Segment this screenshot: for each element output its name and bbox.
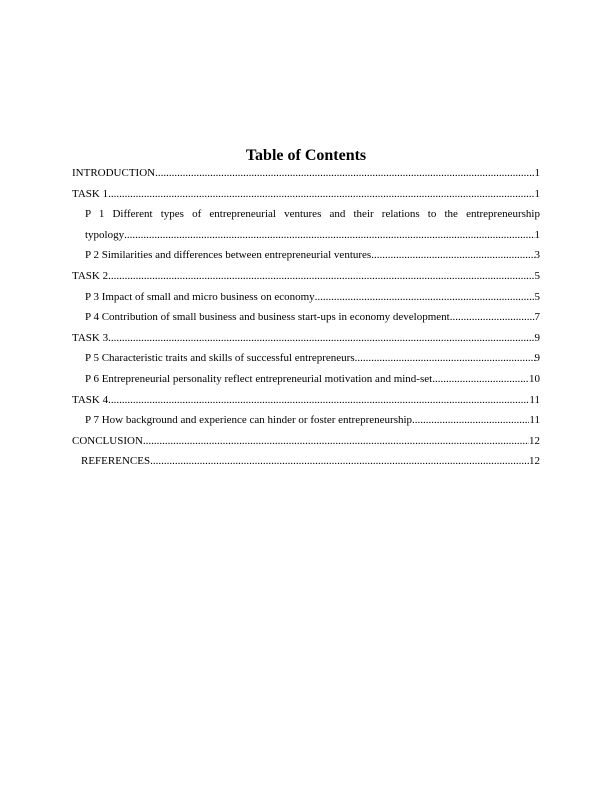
- toc-entry-label: TASK 2: [72, 269, 109, 282]
- toc-entry-page: 12: [529, 434, 540, 447]
- toc-entry-label: P 5 Characteristic traits and skills of successful entrepreneurs: [85, 352, 355, 365]
- toc-entry-label: REFERENCES: [81, 455, 151, 468]
- toc-entry-page: 12: [529, 455, 540, 468]
- dot-leader: [315, 287, 535, 308]
- toc-entry-page: 7: [534, 311, 540, 324]
- toc-entry-label: TASK 1: [72, 187, 109, 200]
- dot-leader: [355, 348, 535, 369]
- toc-entry-page: 11: [529, 414, 540, 427]
- toc-entry-label: CONCLUSION: [72, 434, 143, 447]
- toc-entry-p3[interactable]: [72, 287, 540, 308]
- toc-entry-p6[interactable]: [72, 369, 540, 390]
- toc-entry-page: 5: [534, 290, 540, 303]
- toc-entry-page: 5: [534, 269, 540, 282]
- dot-leader: [450, 307, 535, 328]
- toc-entry-page: 1: [534, 187, 540, 200]
- toc-entry-page: 3: [534, 249, 540, 262]
- toc-entry-task-2[interactable]: [72, 266, 540, 287]
- toc-entry-conclusion[interactable]: [72, 431, 540, 452]
- toc-entry-task-1[interactable]: [72, 184, 540, 205]
- toc-entry-label: P 7 How background and experience can hinder or foster entrepreneurship: [85, 414, 413, 427]
- toc-entry-label: P 3 Impact of small and micro business on economy: [85, 290, 315, 303]
- toc-entry-label-line1: P 1 Different types of entrepreneurial ventures and their relations to the entrepreneurship: [85, 208, 540, 221]
- toc-entry-references[interactable]: [72, 451, 540, 472]
- dot-leader: [108, 184, 534, 205]
- toc-entry-p4[interactable]: [72, 307, 540, 328]
- toc-title: Table of Contents: [245, 147, 367, 164]
- toc-entry-task-3[interactable]: [72, 328, 540, 349]
- toc-entry-introduction[interactable]: [72, 163, 540, 184]
- toc-entry-task-4[interactable]: [72, 390, 540, 411]
- dot-leader: [150, 451, 529, 472]
- toc-entry-label-line2: typology: [85, 228, 125, 241]
- toc-entry-page: 1: [534, 167, 540, 179]
- toc-entry-p5[interactable]: [72, 348, 540, 369]
- toc-list: [72, 163, 540, 472]
- toc-entry-label: P 6 Entrepreneurial personality reflect entrepreneurial motivation and mind-set: [85, 372, 433, 385]
- dot-leader: [108, 390, 529, 411]
- toc-entry-p7[interactable]: [72, 410, 540, 431]
- toc-entry-page: 9: [534, 352, 540, 365]
- dot-leader: [108, 328, 534, 349]
- toc-entry-label: TASK 4: [72, 393, 109, 406]
- dot-leader: [371, 245, 534, 266]
- toc-entry-page: 10: [529, 372, 540, 385]
- toc-entry-label: P 2 Similarities and differences between entrepreneurial ventures: [85, 249, 372, 262]
- dot-leader: [108, 266, 534, 287]
- toc-entry-p1[interactable]: [72, 204, 540, 245]
- dot-leader: [155, 163, 534, 184]
- toc-entry-line2: [85, 225, 540, 246]
- toc-entry-label: TASK 3: [72, 331, 109, 344]
- toc-entry-page: 11: [529, 393, 540, 406]
- toc-entry-label: INTRODUCTION: [72, 167, 156, 179]
- dot-leader: [412, 410, 529, 431]
- toc-entry-label: P 4 Contribution of small business and business start-ups in economy development: [85, 311, 450, 324]
- dot-leader: [143, 431, 529, 452]
- dot-leader: [432, 369, 529, 390]
- dot-leader: [124, 225, 534, 246]
- toc-entry-page: 9: [534, 331, 540, 344]
- toc-entry-p2[interactable]: [72, 245, 540, 266]
- toc-entry-page: 1: [534, 228, 540, 241]
